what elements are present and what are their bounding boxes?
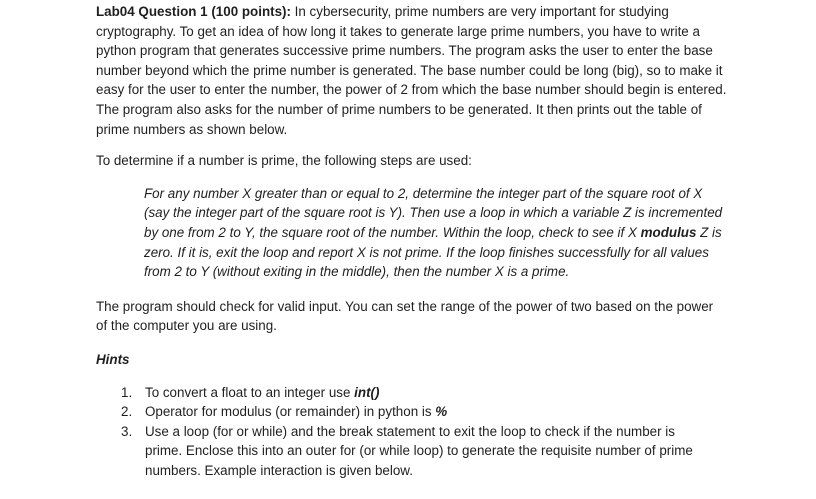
hint-item: [121, 383, 736, 403]
hint-body: Operator for modulus (or remainder) in python is: [145, 404, 436, 420]
validity-paragraph: The program should check for valid input. You can set the range of the power of two based on the power of the computer you are using.: [96, 298, 714, 334]
hint-number: 1.: [121, 384, 133, 400]
algorithm-text-after: Z is zero. If it is, exit the loop and report X is not prime. If the loop finishes successfully for all values from 2 to Y (without exiting in the middle), then the number X is a prime.: [144, 224, 722, 280]
intro-text: In cybersecurity, prime numbers are very important for studying cryptography. To get an idea of how long it takes to generate large prime numbers, you have to write a python program that generates successive prime numbers. The program asks the user to enter the base number beyond which the prime number is generated. The base number could be long (big), so to make it easy for the user to enter the number, the power of 2 from which the base number should begin is entered. The program also asks for the number of prime numbers to be generated. It then prints out the table of prime numbers as shown below.: [96, 4, 727, 137]
algorithm-text-before: For any number X greater than or equal to 2, determine the integer part of the square root of X (say the integer part of the square root is Y). Then use a loop in which a variable Z is incremented by one from 2 to Y, the square root of the number. Within the loop, check to see if X: [144, 185, 723, 240]
intro-paragraph: [96, 2, 736, 139]
document-page: [96, 2, 736, 480]
hint-text: [145, 422, 705, 481]
hint-emphasis: int(): [354, 384, 380, 400]
question-title: Lab04 Question 1 (100 points):: [96, 4, 291, 19]
hints-heading: Hints: [96, 351, 130, 367]
steps-heading: To determine if a number is prime, the following steps are used:: [96, 153, 472, 169]
hint-body: Use a loop (for or while) and the break statement to exit the loop to check if the number is prime. Enclose this into an outer for (or while loop) to generate the requisite number of prime numbers. Example interaction is given below.: [145, 423, 693, 478]
hint-item: [121, 402, 736, 422]
algorithm-description: [144, 184, 724, 282]
hint-number: 2.: [121, 404, 133, 420]
hint-number: 3.: [121, 423, 133, 439]
algorithm-emphasis: modulus: [640, 224, 697, 240]
hint-body: To convert a float to an integer use: [145, 384, 355, 400]
hint-text: [145, 383, 705, 403]
hints-list: [96, 383, 736, 481]
hint-item: [121, 422, 736, 481]
hint-emphasis: %: [435, 404, 448, 420]
hint-text: [145, 402, 705, 422]
